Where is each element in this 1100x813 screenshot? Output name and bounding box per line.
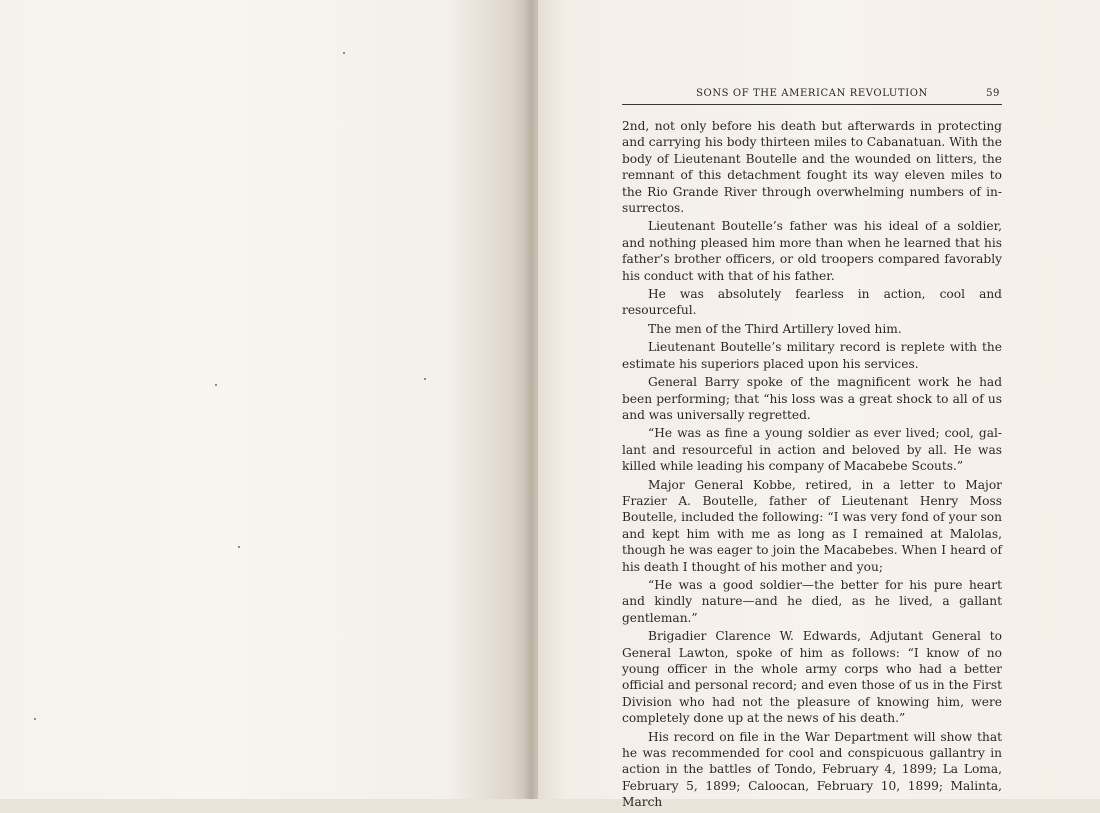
paper-speck bbox=[343, 52, 345, 54]
paragraph: His record on file in the War Department will show that he was recommended for cool and conspicuous gallantry in action in the battles of Tondo, February 4, 1899; La Loma, February 5, 1899; Caloocan, February 10, 1899; Malinta, March bbox=[622, 729, 1002, 810]
paper-speck bbox=[215, 384, 217, 386]
paragraph: Lieutenant Boutelle’s father was his ideal of a soldier, and nothing pleased him more than when he learned that his father’s brother officers, or old troopers compared favorably his conduct with that of his father. bbox=[622, 219, 1002, 283]
paragraph: “He was as fine a young soldier as ever lived; cool, gallant and resourceful in action and beloved by all. He was killed while leading his company of Macabebe Scouts.” bbox=[622, 426, 1002, 474]
paper-speck bbox=[238, 546, 240, 548]
paragraph: Lieutenant Boutelle’s military record is replete with the estimate his superiors placed upon his services. bbox=[622, 340, 1002, 371]
paragraph: He was absolutely fearless in action, cool and resourceful. bbox=[622, 287, 1002, 318]
paragraph: General Barry spoke of the magnificent work he had been performing; that “his loss was a great shock to all of us and was universally regretted. bbox=[622, 375, 1002, 422]
paragraph: “He was a good soldier—the better for his pure heart and kindly nature—and he died, as he lived, a gallant gentleman.” bbox=[622, 577, 1002, 625]
page-header bbox=[622, 86, 1002, 105]
paper-speck bbox=[424, 378, 426, 380]
paragraph: Brigadier Clarence W. Edwards, Adjutant General to General Lawton, spoke of him as follows: “I know of no young officer in the whole army corps who had a better official and personal record; and even those of us in the First Division who had not the pleasure of knowing him, were completely done up at the news of his death.” bbox=[622, 629, 1002, 726]
paragraph: Major General Kobbe, retired, in a letter to Major Frazier A. Boutelle, father of Lieutenant Henry Moss Boutelle, included the following: “I was very fond of your son and kept him with me as long as I remained at Malolas, though he was eager to join the Macabebes. When I heard of his death I thought of his mother and you; bbox=[622, 477, 1002, 574]
running-head: SONS OF THE AMERICAN REVOLUTION bbox=[696, 88, 928, 99]
body-text bbox=[622, 118, 1002, 813]
page-number: 59 bbox=[986, 88, 1000, 99]
paper-speck bbox=[34, 718, 36, 720]
blank-left-page bbox=[0, 0, 528, 799]
paragraph: The men of the Third Artillery loved him. bbox=[648, 321, 902, 336]
paragraph: 2nd, not only before his death but afterwards in protecting and carrying his body thirteen miles to Cabanatuan. With the body of Lieutenant Boutelle and the wounded on litters, the remnant of this detachment fought its way eleven miles to the Rio Grande River through overwhelming numbers of insurrectos. bbox=[622, 119, 1002, 216]
